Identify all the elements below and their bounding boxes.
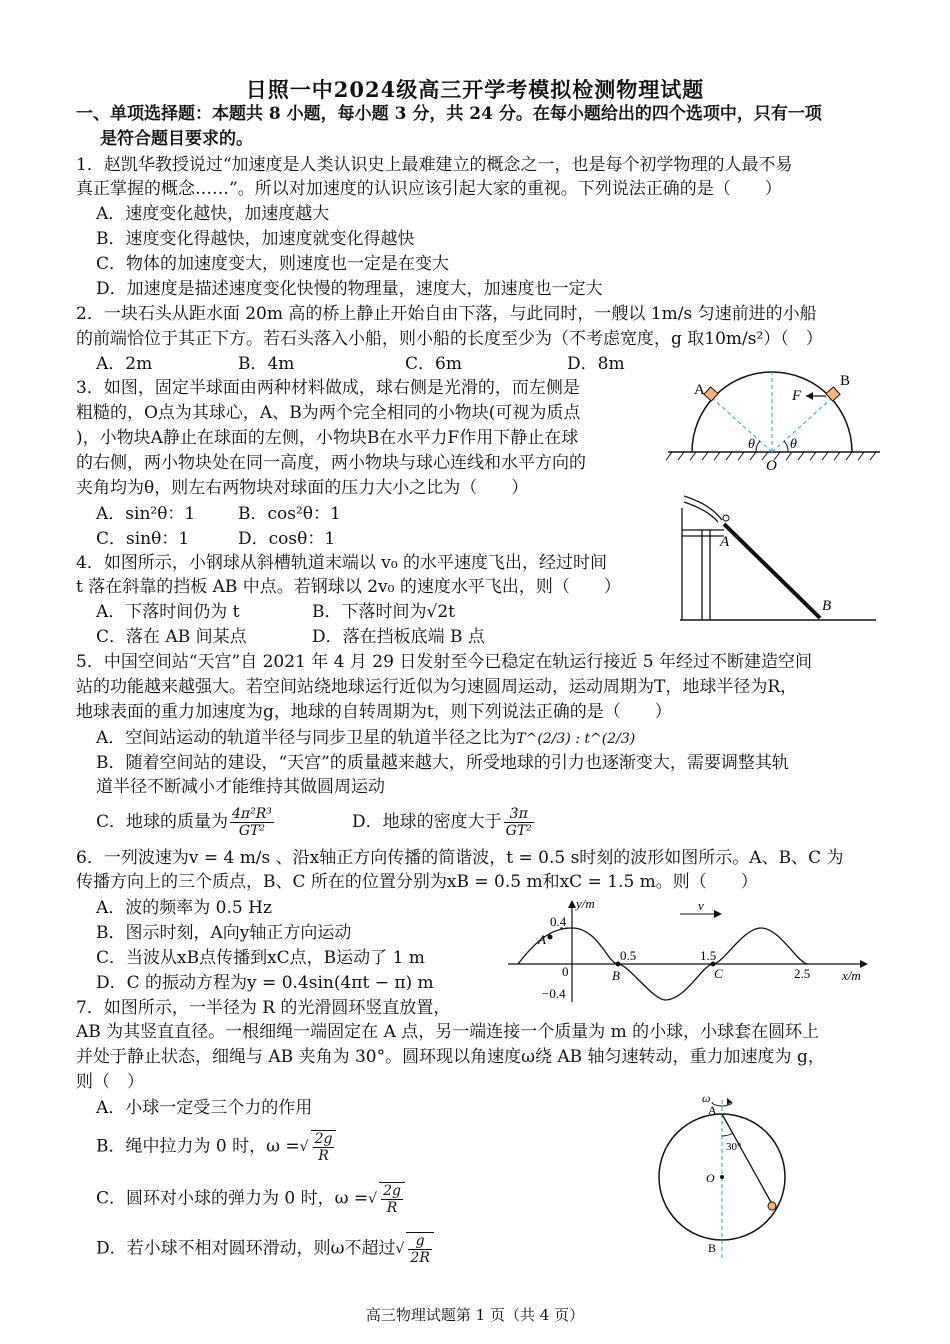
q2-option-b: B．4m [238, 354, 295, 374]
q3-stem-4: 的右侧，两小物块处在同一高度，两小物块与球心连线和水平方向的 [76, 453, 586, 473]
page-footer: 高三物理试题第 1 页（共 4 页） [365, 1306, 585, 1324]
q3-fig-label-o: O [766, 458, 777, 474]
q7-option-c [96, 1182, 407, 1216]
q3-option-b: B．cos²θ：1 [238, 504, 341, 524]
q1-option-b: B．速度变化得越快，加速度就变化得越快 [96, 229, 415, 249]
q5-d-denominator: GT² [505, 823, 532, 839]
q7-option-c-radicand [379, 1182, 405, 1216]
q1-option-d: D．加速度是描述速度变化快慢的物理量，速度大，加速度也一定大 [96, 279, 603, 299]
q7-option-b-text: B．绳中拉力为 0 时，ω = [96, 1136, 300, 1157]
q4-option-d: D．落在挡板底端 B 点 [312, 627, 485, 647]
q6-fig-tick-0-5: 0.5 [620, 948, 637, 963]
q5-option-b: B．随着空间站的建设，“天宫”的质量越来越大，所受地球的引力也逐渐变大，需要调整其轨 [96, 753, 789, 773]
q7-stem-4: 则（ ） [76, 1072, 144, 1092]
q7-stem: 7．如图所示，一半径为 R 的光滑圆环竖直放置， [76, 998, 451, 1018]
section-heading: 一、单项选择题：本题共 8 小题，每小题 3 分，共 24 分。在每小题给出的四个选项中，只有一项 [76, 104, 822, 124]
q4-option-c: C．落在 AB 间某点 [96, 627, 247, 647]
q7-option-b [96, 1130, 338, 1164]
q7-option-d-sqrt: √ $\frac{g}{2R}$ [396, 1232, 436, 1266]
q7-option-c-sqrt: √ $\frac{2g}{R}$ [368, 1182, 407, 1216]
q5-option-c-fraction [230, 806, 274, 839]
q3-fig-label-f: F [792, 388, 802, 404]
q6-stem-cont: 传播方向上的三个质点，B、C 所在的位置分别为xB = 0.5 m和xC = 1.5 m。则（ ） [76, 872, 758, 892]
q3-stem-2: 粗糙的，O点为其球心，A、B为两个完全相同的小物块(可视为质点 [76, 403, 581, 423]
q7-b-denominator: R [318, 1148, 329, 1164]
q5-option-a [96, 726, 635, 751]
q3-fig-theta-left: θ [748, 437, 755, 452]
q6-fig-tick-1-5: 1.5 [700, 948, 717, 963]
q3-fig-label-b: B [840, 373, 851, 389]
q5-d-numerator: 3π [504, 806, 534, 823]
q6-option-b: B．图示时刻，A向y轴正方向运动 [96, 923, 352, 943]
q1-option-a: A．速度变化越快，加速度越大 [96, 204, 330, 224]
q3-stem-3: )，小物块A静止在球面的左侧，小物块B在水平力F作用下静止在球 [76, 428, 579, 448]
q5-stem-2: 站的功能越来越强大。若空间站绕地球运行近似为匀速圆周运动，运动周期为T，地球半径为R， [76, 677, 798, 697]
q6-stem: 6．一列波速为v = 4 m/s 、沿x轴正方向传播的简谐波，t = 0.5 s时刻的波形如图所示。A、B、C 为 [76, 848, 844, 868]
q7-fig-label-o: O [706, 1171, 715, 1185]
q7-option-d [96, 1232, 436, 1266]
q5-option-d [352, 806, 536, 839]
q3-option-c: C．sinθ：1 [96, 529, 190, 549]
q3-stem-5: 夹角均为θ，则左右两物块对球面的压力大小之比为（ ） [76, 478, 529, 498]
q7-ring-figure [650, 1092, 810, 1262]
section-heading-cont: 是符合题目要求的。 [100, 129, 253, 149]
q1-stem: 1．赵凯华教授说过“加速度是人类认识史上最难建立的概念之一，也是每个初学物理的人最不易 [76, 155, 793, 175]
q5-stem-3: 地球表面的重力加速度为g，地球的自转周期为t，则下列说法正确的是（ ） [76, 702, 672, 722]
q5-option-a-math: T^(2/3) : t^(2/3) [516, 731, 636, 747]
q4-fig-label-b: B [822, 598, 832, 614]
q6-fig-point-b: B [612, 968, 620, 983]
q6-fig-xlabel: x/m [842, 968, 861, 983]
q7-d-denominator: 2R [410, 1250, 430, 1266]
q7-option-d-text: D．若小球不相对圆环滑动，则ω不超过 [96, 1238, 396, 1259]
q6-fig-ylabel: y/m [576, 896, 595, 911]
q4-option-a: A．下落时间仍为 t [96, 602, 240, 622]
q2-stem-cont: 的前端恰位于其正下方。若石头落入小船，则小船的长度至少为（不考虑宽度，g 取10m/s²）（ ） [76, 329, 823, 349]
q5-option-b-cont: 道半径不断减小才能维持其做圆周运动 [96, 777, 385, 797]
q6-option-d: D．C 的振动方程为y = 0.4sin(4πt − π) m [96, 973, 434, 993]
q4-stem-cont: t 落在斜靠的挡板 AB 中点。若钢球以 2v₀ 的速度水平飞出，则（ ） [76, 577, 621, 597]
q5-option-c-text: C．地球的质量为 [96, 812, 229, 832]
q7-c-numerator: 2g [383, 1183, 401, 1199]
q2-stem: 2．一块石头从距水面 20m 高的桥上静止开始自由下落，与此同时，一艘以 1m/s 匀速前进的小船 [76, 304, 817, 324]
q3-stem: 3．如图，固定半球面由两种材料做成，球右侧是光滑的，而左侧是 [76, 378, 580, 398]
q7-fig-angle: 30° [726, 1141, 742, 1153]
q3-option-a: A．sin²θ：1 [96, 504, 196, 524]
q7-option-a: A．小球一定受三个力的作用 [96, 1098, 313, 1118]
q7-option-c-text: C．圆环对小球的弹力为 0 时，ω = [96, 1188, 369, 1209]
q7-fig-label-a: A [708, 1103, 717, 1117]
q7-option-d-radicand [406, 1232, 433, 1266]
q5-option-a-text: A．空间站运动的轨道半径与同步卫星的轨道半径之比为 [96, 728, 517, 748]
q5-c-numerator: 4π²R³ [232, 806, 272, 822]
q3-fig-label-a: A [694, 382, 705, 398]
q1-option-c: C．物体的加速度变大，则速度也一定是在变大 [96, 254, 450, 274]
q6-wave-figure [508, 898, 878, 1008]
q7-c-denominator: R [386, 1200, 398, 1216]
q7-option-b-radicand [311, 1130, 337, 1164]
q6-fig-y-pos: 0.4 [550, 914, 567, 929]
q5-c-denominator: GT² [238, 823, 266, 839]
q6-fig-point-c: C [714, 966, 723, 981]
q4-option-b: B．下落时间为√2t [312, 602, 455, 622]
q4-fig-label-a: A [720, 534, 730, 550]
q4-stem: 4．如图所示，小钢球从斜槽轨道末端以 v₀ 的水平速度飞出，经过时间 [76, 553, 608, 573]
q6-option-a: A．波的频率为 0.5 Hz [96, 898, 272, 918]
q7-stem-2: AB 为其竖直直径。一根细绳一端固定在 A 点，另一端连接一个质量为 m 的小球，小球套在圆环上 [76, 1022, 820, 1042]
q6-fig-origin: 0 [562, 964, 569, 979]
exam-title: 日照一中2024级高三开学考模拟检测物理试题 [245, 77, 705, 102]
q2-option-a: A．2m [96, 354, 153, 374]
q6-fig-y-neg: −0.4 [542, 986, 566, 1001]
q2-option-d: D．8m [567, 354, 625, 374]
q5-option-d-fraction [504, 806, 534, 839]
q5-option-d-text: D．地球的密度大于 [352, 812, 502, 832]
q1-stem-cont: 真正掌握的概念……”。所以对加速度的认识应该引起大家的重视。下列说法正确的是（ ） [76, 179, 782, 199]
q6-option-c: C．当波从xB点传播到xC点，B运动了 1 m [96, 948, 425, 968]
q3-hemisphere-figure [668, 372, 888, 482]
q7-option-b-sqrt: √ $\frac{2g}{R}$ [300, 1130, 339, 1164]
q2-option-c: C．6m [405, 354, 462, 374]
q7-fig-omega: ω [702, 1091, 711, 1105]
q4-chute-figure [680, 490, 880, 650]
q7-d-numerator: g [408, 1233, 431, 1250]
q5-option-c [96, 806, 276, 839]
q6-fig-tick-2-5: 2.5 [794, 966, 811, 981]
q7-b-numerator: 2g [314, 1131, 333, 1147]
q7-fig-label-b: B [708, 1241, 717, 1255]
q6-fig-point-a: A [538, 932, 546, 947]
q7-stem-3: 并处于静止状态，细绳与 AB 夹角为 30°。圆环现以角速度ω绕 AB 轴匀速转动，重力加速度为 g， [76, 1047, 825, 1067]
q3-fig-theta-right: θ [790, 437, 797, 452]
q6-fig-velocity-label: v [698, 898, 704, 913]
q3-option-d: D．cosθ：1 [238, 529, 336, 549]
q5-stem: 5．中国空间站“天宫”自 2021 年 4 月 29 日发射至今已稳定在轨运行接近 5 年经过不断建造空间 [76, 652, 812, 672]
